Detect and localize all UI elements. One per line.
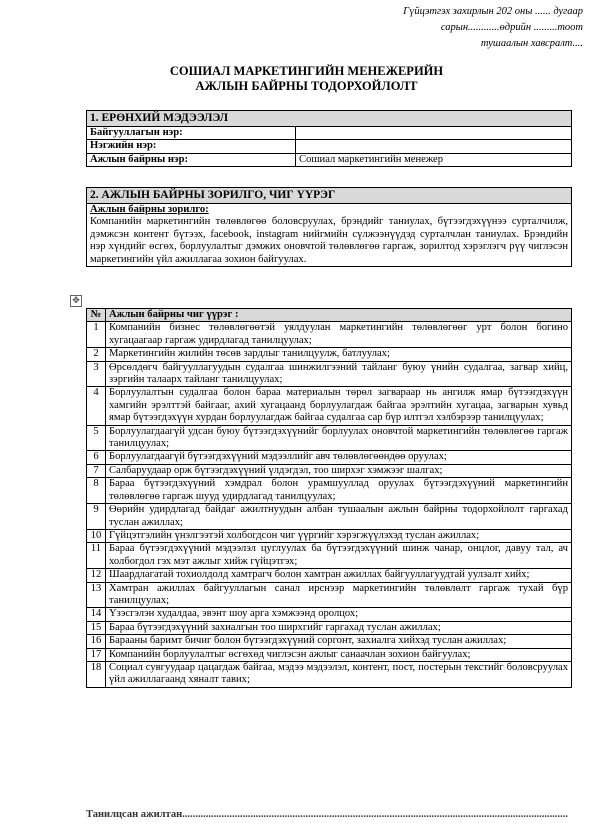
- table-row: [87, 140, 572, 153]
- section2-heading: 2. АЖЛЫН БАЙРНЫ ЗОРИЛГО, ЧИГ ҮҮРЭГ: [87, 188, 572, 204]
- table-row: [87, 464, 572, 477]
- duty-number: 12: [87, 569, 106, 582]
- approval-line-2: сарын............өдрийн .........тоот: [440, 22, 583, 33]
- section1-heading: 1. ЕРӨНХИЙ МЭДЭЭЛЭЛ: [87, 111, 572, 127]
- duty-number: 9: [87, 504, 106, 530]
- duty-number: 15: [87, 621, 106, 634]
- duty-number: 16: [87, 635, 106, 648]
- table-row: [87, 569, 572, 582]
- duty-text: Компанийн бизнес төлөвлөгөөтэй уялдуулан маркетингийн төлөвлөгөөг урт болон богино хугацаагаар гаргаж удирдлагад танилцуулах;: [106, 322, 572, 348]
- title-line-2: АЖЛЫН БАЙРНЫ ТОДОРХОЙЛОЛТ: [195, 79, 418, 93]
- duty-number: 17: [87, 648, 106, 661]
- duty-text: Борлуулагдаагүй удсан буюу бүтээгдэхүүнийг борлуулах оновчтой маркетингийн төлөвлөгөө гаргаж танилцуулах;: [106, 425, 572, 451]
- table-row: [87, 348, 572, 361]
- acknowledged-employee: Танилцсан ажилтан...................................................................................................................................................: [86, 809, 569, 820]
- goal-title: Ажлын байрны зорилго:: [90, 204, 209, 215]
- duty-number: 13: [87, 582, 106, 608]
- duty-text: Өрсөлдөгч байгууллагуудын судалгаа шинжилгээний тайланг буюу үнийн судалгаа, загвар хийц, зэргийн талаарх тайланг танилцуулах;: [106, 361, 572, 387]
- document-title: [0, 64, 613, 94]
- duty-number: 3: [87, 361, 106, 387]
- duties-title: Ажлын байрны чиг үүрэг :: [106, 309, 572, 322]
- duties-table: [86, 308, 572, 688]
- move-handle-icon[interactable]: ✥: [70, 295, 82, 307]
- table-row: [87, 608, 572, 621]
- table-row: [87, 361, 572, 387]
- duty-text: Гүйцэтгэлийн үнэлгээтэй холбогдсон чиг үүргийг хэрэгжүүлэхэд туслан ажиллах;: [106, 529, 572, 542]
- duty-text: Салбаруудаар орж бүтээгдэхүүний үлдэгдэл, тоо ширхэг хэмжээг шалгах;: [106, 464, 572, 477]
- table-row: [87, 529, 572, 542]
- duty-number: 18: [87, 661, 106, 687]
- table-row: [87, 661, 572, 687]
- title-line-1: СОШИАЛ МАРКЕТИНГИЙН МЕНЕЖЕРИЙН: [169, 64, 444, 78]
- table-row: [87, 582, 572, 608]
- duty-text: Борлуулалтын судалгаа болон бараа материалын төрөл загвараар нь ангилж ямар бүтээгдэхүүн хамгийн эрэлттэй байгааг, ахий хугацаанд борлуулагдаж байгаа эрэлтийн хугацаа, загварын хувьд ямар бүтээгдэхүүн хурдан борлуулагдаж байгаа судалгаа сар бүр илтгэл хэлбэрээр танилцуулах;: [106, 387, 572, 425]
- duty-number: 14: [87, 608, 106, 621]
- duty-number: 10: [87, 529, 106, 542]
- duty-text: Бараа бүтээгдэхүүний хэмдрал болон урамшууллад оруулах бүтээгдэхүүний маркетингийн төлөвлөгөө гаргаж шууд удирдлагад танилцуулах;: [106, 478, 572, 504]
- approval-line-1: Гүйцэтгэх захирлын 202 оны ...... дугаар: [403, 6, 583, 17]
- unit-name-label: Нэгжийн нэр:: [87, 140, 296, 153]
- duty-text: Борлуулагдаагүй бүтээгдэхүүний мэдээллийг авч төлөвлөгөөндөө оруулах;: [106, 451, 572, 464]
- table-row: [87, 543, 572, 569]
- goal-text: Компанийн маркетингийн төлөвлөгөө боловсруулах, брэндийг таниулах, бүтээгдэхүүнээ сурталчилж, дэмжсэн контент бүтээх, facebook, instagram нийгмийн сүлжээнүүдэд сурталчлан таниулах. Брэндийн нэр хүндийг өсгөх, борлуулалтыг дэмжих оновчтой төлөвлөгөө гаргаж, зорилтод хэрэглэгч рүү чиглэсэн маркетингийн үйл ажиллагаа зохион байгуулах.: [90, 216, 568, 265]
- duty-text: Бараа бүтээгдэхүүний захиалгын тоо ширхгийг гаргахад туслан ажиллах;: [106, 621, 572, 634]
- table-row: [87, 322, 572, 348]
- position-name-value[interactable]: Сошиал маркетингийн менежер: [296, 153, 572, 166]
- org-name-label: Байгууллагын нэр:: [87, 127, 296, 140]
- table-row: [87, 621, 572, 634]
- duty-text: Социал сувгуудаар цацагдаж байгаа, мэдээ мэдээлэл, контент, пост, постерын текстийг боловсруулах үйл ажиллагаанд хяналт тавих;: [106, 661, 572, 687]
- duty-rows: [87, 322, 572, 687]
- duty-number: 6: [87, 451, 106, 464]
- duty-number: 7: [87, 464, 106, 477]
- duty-number: 2: [87, 348, 106, 361]
- goal-cell: [87, 204, 572, 267]
- duty-text: Үзэсгэлэн худалдаа, эвэнт шоу арга хэмжээнд оролцох;: [106, 608, 572, 621]
- duty-text: Хамтран ажиллах байгууллагын санал ирснээр маркетингийн төлөвлөлт гаргаж тухай бүр танилцуулах;: [106, 582, 572, 608]
- duty-text: Барааны баримт бичиг болон бүтээгдэхүүний соргонт, захиалга хийхэд туслан ажиллах;: [106, 635, 572, 648]
- table-row: [87, 451, 572, 464]
- approval-note: [283, 4, 583, 52]
- unit-name-value[interactable]: [296, 140, 572, 153]
- duties-number-header: №: [87, 309, 106, 322]
- table-row: [87, 635, 572, 648]
- duty-number: 1: [87, 322, 106, 348]
- table-row: [87, 127, 572, 140]
- table-row: [87, 648, 572, 661]
- table-row: [87, 425, 572, 451]
- duty-text: Шаардлагатай тохиолдолд хамтрагч болон хамтран ажиллах байгууллагуудтай уулзалт хийх;: [106, 569, 572, 582]
- duty-number: 5: [87, 425, 106, 451]
- position-name-label: Ажлын байрны нэр:: [87, 153, 296, 166]
- general-info-table: [86, 110, 572, 167]
- table-row: [87, 387, 572, 425]
- duty-number: 4: [87, 387, 106, 425]
- duty-text: Өөрийн удирдлагад байдаг ажилтнуудын албан тушаалын ажлын байрны тодорхойлолт гаргахад туслан ажиллах;: [106, 504, 572, 530]
- goal-table: [86, 187, 572, 267]
- table-row: [87, 478, 572, 504]
- duty-number: 11: [87, 543, 106, 569]
- duty-text: Бараа бүтээгдэхүүний мэдээлэл цуглуулах ба бүтээгдэхүүний шинж чанар, онцлог, давуу тал, ач холбогдол гэх мэт ажлыг хийж гүйцэтгэх;: [106, 543, 572, 569]
- duty-number: 8: [87, 478, 106, 504]
- table-row: [87, 504, 572, 530]
- approval-line-3: тушаалын хавсралт....: [480, 38, 583, 49]
- org-name-value[interactable]: [296, 127, 572, 140]
- duty-text: Маркетингийн жилийн төсөв зардлыг танилцуулж, батлуулах;: [106, 348, 572, 361]
- duty-text: Компанийн борлуулалтыг өсгөхөд чиглэсэн ажлыг санаачлан зохион байгуулах;: [106, 648, 572, 661]
- table-row: [87, 153, 572, 166]
